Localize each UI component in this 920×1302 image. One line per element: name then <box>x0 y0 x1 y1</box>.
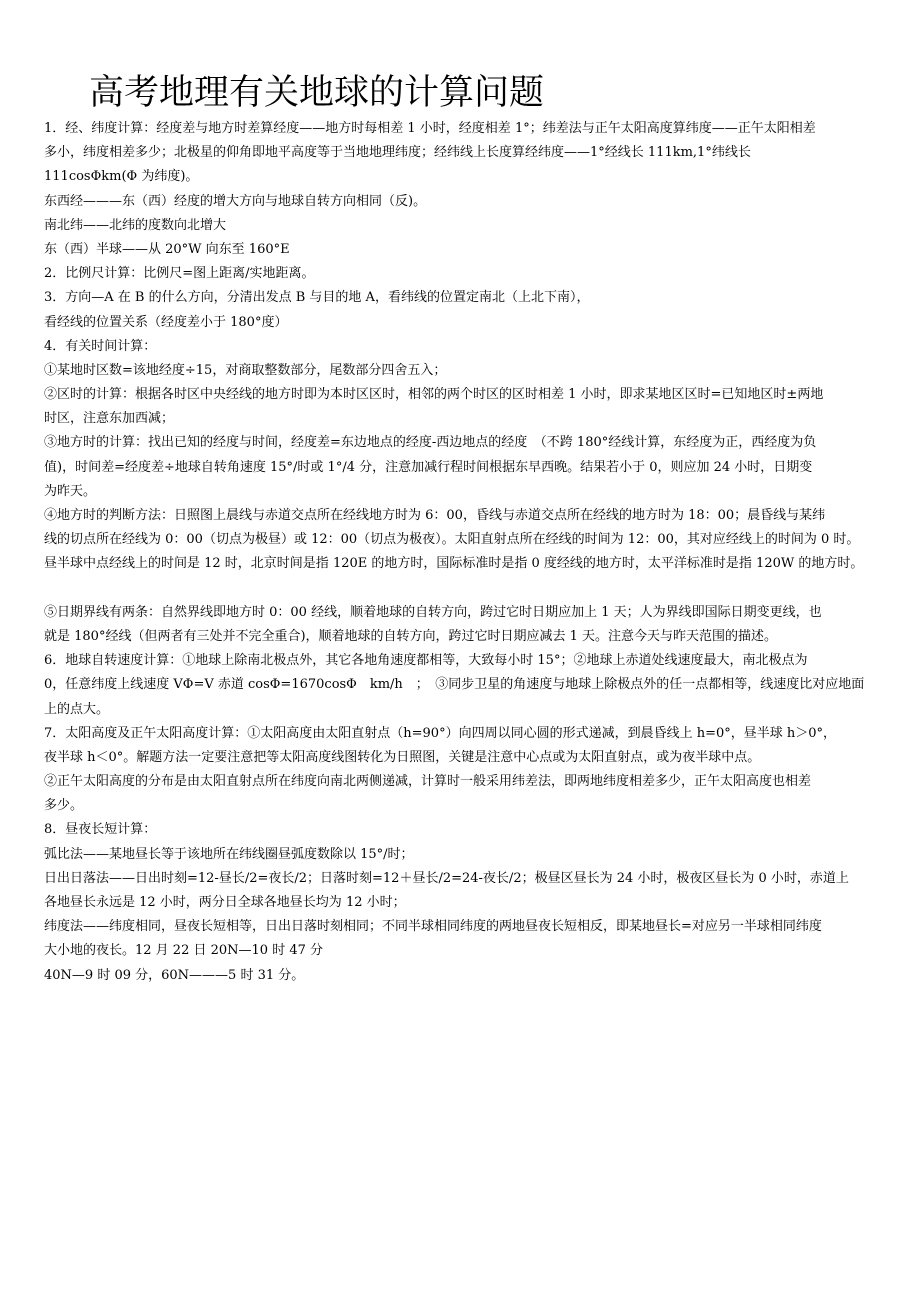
text-line: ①某地时区数=该地经度÷15，对商取整数部分，尾数部分四舍五入； <box>44 362 447 378</box>
document-body <box>44 117 892 988</box>
text-line: 7．太阳高度及正午太阳高度计算：①太阳高度由太阳直射点（h=90°）向四周以同心圆的形式递减，到晨昏线上 h=0°，昼半球 h＞0°， <box>44 725 837 741</box>
text-line: 4．有关时间计算： <box>44 338 157 354</box>
text-line: 纬度法——纬度相同，昼夜长短相等，日出日落时刻相同；不同半球相同纬度的两地昼夜长短相反，即某地昼长=对应另一半球相同纬度 <box>44 919 822 935</box>
text-line: 2．比例尺计算：比例尺=图上距离/实地距离。 <box>44 266 315 282</box>
document-title: 高考地理有关地球的计算问题 <box>89 73 545 113</box>
text-line: 111cosΦkm(Φ 为纬度)。 <box>44 169 199 185</box>
text-line: 为昨天。 <box>44 483 97 499</box>
text-line: ③地方时的计算：找出已知的经度与时间，经度差=东边地点的经度-西边地点的经度 （不跨 180°经线计算，东经度为正，西经度为负 <box>44 435 817 451</box>
text-line: 上的点大。 <box>44 701 110 717</box>
text-line: 6．地球自转速度计算：①地球上除南北极点外，其它各地角速度都相等，大致每小时 15°；②地球上赤道处线速度最大，南北极点为 <box>44 653 808 669</box>
text-line: 日出日落法——日出时刻=12-昼长/2=夜长/2；日落时刻=12＋昼长/2=24-夜长/2；极昼区昼长为 24 小时，极夜区昼长为 0 小时，赤道上 <box>44 870 849 886</box>
text-line: ⑤日期界线有两条：自然界线即地方时 0：00 经线，顺着地球的自转方向，跨过它时日期应加上 1 天；人为界线即国际日期变更线，也 <box>44 604 822 620</box>
text-line: 多小，纬度相差多少；北极星的仰角即地平高度等于当地地理纬度；经纬线上长度算经纬度——1°经线长 111km,1°纬线长 <box>44 145 751 161</box>
text-line: 时区，注意东加西减； <box>44 411 175 427</box>
text-line: 就是 180°经线（但两者有三处并不完全重合)，顺着地球的自转方向，跨过它时日期应减去 1 天。注意今天与昨天范围的描述。 <box>44 628 778 644</box>
text-line: 多少。 <box>44 798 84 814</box>
text-line: 东（西）半球——从 20°W 向东至 160°E <box>44 241 290 257</box>
text-line: ②区时的计算：根据各时区中央经线的地方时即为本时区区时，相邻的两个时区的区时相差 1 小时，即求某地区区时=已知地区时±两地 <box>44 387 824 403</box>
text-line: 40N—9 时 09 分，60N———5 时 31 分。 <box>44 967 305 983</box>
blank-line <box>44 577 892 601</box>
text-line: 值)，时间差=经度差÷地球自转角速度 15°/时或 1°/4 分，注意加减行程时间根据东早西晚。结果若小于 0，则应加 24 小时，日期变 <box>44 459 813 475</box>
text-line: 看经线的位置关系（经度差小于 180°度） <box>44 314 288 330</box>
text-line: ②正午太阳高度的分布是由太阳直射点所在纬度向南北两侧递减，计算时一般采用纬差法，即两地纬度相差多少，正午太阳高度也相差 <box>44 774 812 790</box>
text-line: 8．昼夜长短计算： <box>44 822 157 838</box>
text-line: 南北纬——北纬的度数向北增大 <box>44 217 227 233</box>
text-line: 大小地的夜长。12 月 22 日 20N—10 时 47 分 <box>44 943 324 959</box>
text-line: 0，任意纬度上线速度 VΦ=V 赤道 cosΦ=1670cosΦ km/h ； ③同步卫星的角速度与地球上除极点外的任一点都相等，线速度比对应地面 <box>44 677 865 693</box>
text-line: 昼半球中点经线上的时间是 12 时，北京时间是指 120E 的地方时，国际标准时是指 0 度经线的地方时，太平洋标准时是指 120W 的地方时。 <box>44 556 864 572</box>
text-line: ④地方时的判断方法：日照图上晨线与赤道交点所在经线地方时为 6：00，昏线与赤道交点所在经线的地方时为 18：00；晨昏线与某纬 <box>44 508 826 523</box>
text-line: 线的切点所在经线为 0：00（切点为极昼）或 12：00（切点为极夜）。太阳直射点所在经线的时间为 12：00，其对应经线上的时间为 0 时。 <box>44 532 860 548</box>
text-line: 弧比法——某地昼长等于该地所在纬线圈昼弧度数除以 15°/时； <box>44 846 414 862</box>
text-line: 夜半球 h＜0°。解题方法一定要注意把等太阳高度线图转化为日照图，关键是注意中心点或为太阳直射点，或为夜半球中点。 <box>44 749 761 765</box>
text-line: 1．经、纬度计算：经度差与地方时差算经度——地方时每相差 1 小时，经度相差 1°；纬差法与正午太阳高度算纬度——正午太阳相差 <box>44 121 816 136</box>
text-line: 3．方向—A 在 B 的什么方向，分清出发点 B 与目的地 A，看纬线的位置定南北（上北下南）， <box>44 290 590 306</box>
text-line: 各地昼长永远是 12 小时，两分日全球各地昼长均为 12 小时； <box>44 895 406 910</box>
text-line: 东西经———东（西）经度的增大方向与地球自转方向相同（反)。 <box>44 193 427 209</box>
